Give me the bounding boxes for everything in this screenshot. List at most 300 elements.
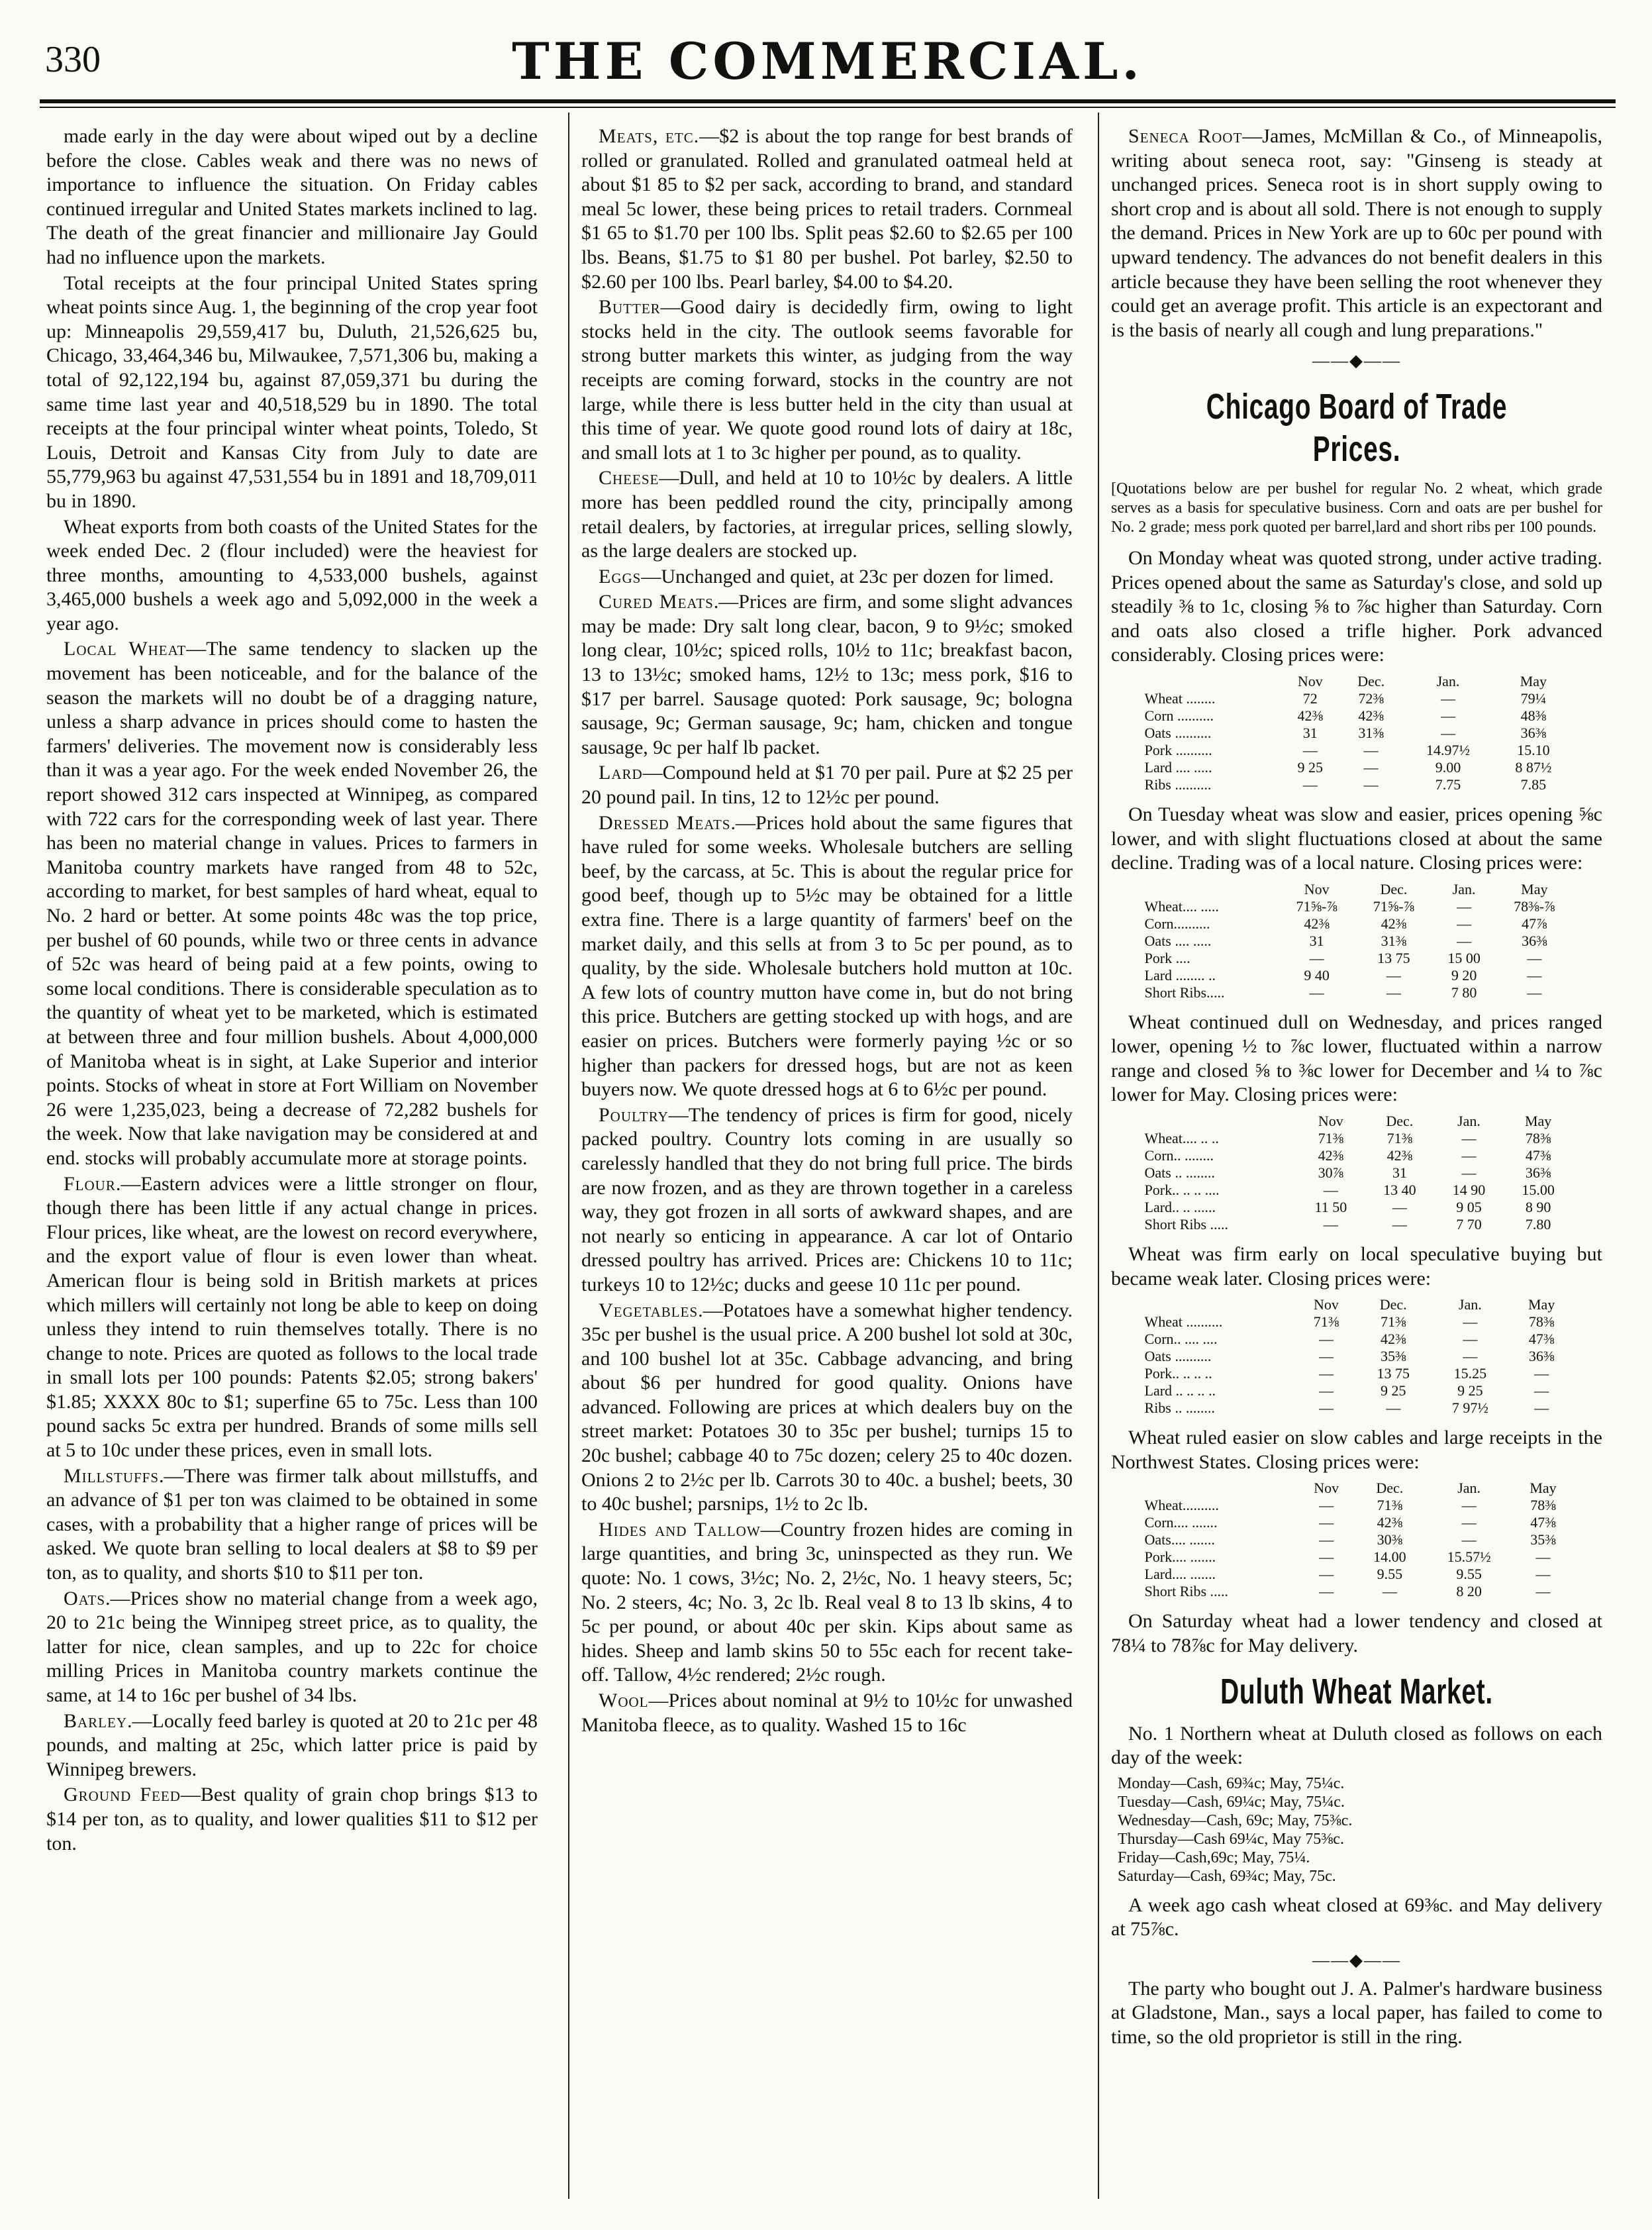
price-cell: — — [1463, 1348, 1478, 1365]
price-cell: 78⅜ — [1530, 1497, 1556, 1514]
commodity-cell: Short Ribs ..... — [1144, 1216, 1229, 1233]
price-cell: — — [1309, 984, 1324, 1001]
price-cell: — — [1382, 1583, 1397, 1600]
article-lead: Poultry — [599, 1103, 669, 1126]
article-text: Wheat exports from both coasts of the United States for the week ended Dec. 2 (flour included) were the heaviest for three months, amounting to 4,533,000 bushels, against 3,465,000 bushels a week ago and 5,092,000 in the week a year ago. — [46, 515, 538, 634]
article — [581, 1518, 1073, 1688]
price-cell: 9 25 — [1457, 1382, 1483, 1399]
commodity-cell: Lard ........ .. — [1144, 966, 1216, 984]
article-text: —$2 is about the top range for best brands of rolled or granulated. Rolled and granulated oatmeal held at about $1 85 to $2 per sack, according to brand, and standard meal 5c lower, these being prices to retail traders. Cornmeal $1 65 to $1.70 per 100 lbs. Split peas $2.60 to $2.65 per 100 lbs. Beans, $1.75 to $1 80 per bushel. Pot barley, $2.50 to $2.60 per 100 lbs. Pearl barley, $4.00 to $4.20. — [581, 125, 1073, 293]
price-cell: — — [1457, 932, 1472, 949]
table-row — [1141, 933, 1573, 950]
column-header: Nov — [1297, 672, 1323, 689]
thursday-prices-table — [1141, 1296, 1573, 1417]
price-cell: — — [1392, 1216, 1407, 1233]
tuesday-prices-table — [1141, 881, 1573, 1001]
price-cell: — — [1461, 1514, 1477, 1531]
price-cell: — — [1461, 1164, 1477, 1182]
commodity-cell: Oats.... ....... — [1144, 1531, 1215, 1548]
price-cell: 36⅜ — [1525, 1164, 1551, 1182]
price-cell: — — [1318, 1399, 1334, 1417]
price-cell: 36⅜ — [1528, 1348, 1555, 1365]
price-cell: 15.57½ — [1447, 1548, 1491, 1566]
duluth-day: Friday—Cash,69c; May, 75¼. — [1118, 1849, 1310, 1866]
commodity-cell: Oats .......... — [1144, 724, 1212, 741]
article-lead: Local Wheat — [64, 638, 187, 660]
commodity-cell: Lard .. .. .. .. — [1144, 1382, 1216, 1399]
price-cell: 14 90 — [1452, 1182, 1486, 1199]
duluth-intro: No. 1 Northern wheat at Duluth closed as follows on each day of the week: — [1111, 1722, 1602, 1769]
price-cell: 72 — [1302, 689, 1318, 707]
column-header: May — [1520, 672, 1547, 689]
price-cell: — — [1461, 1147, 1477, 1164]
price-cell: 71⅜ — [1318, 1130, 1344, 1147]
price-cell: 9 40 — [1304, 966, 1330, 984]
price-cell: 72⅜ — [1358, 689, 1384, 707]
article-lead: Barley — [64, 1709, 128, 1732]
price-cell: — — [1441, 689, 1456, 707]
article-text: .—Eastern advices were a little stronger on flour, though there has been little if any actual change in prices. Flour prices, like wheat, are the lowest on record everywhere, and the export value of flour is even lower than wheat. American flour is being sold in British markets at prices which millers will certainly not long be able to keep on doing unless they intend to ruin themselves totally. There is no change to note. Prices are quoted as follows to the local trade in small lots per 100 pounds: Patents $2.05; strong bakers' $1.85; XXXX 80c to $1; superfine 65 to 75c. Less than 100 pound sacks 5c extra per hundred. Brands of some mills sell at 5 to 10c under these prices, even in small lots. — [46, 1172, 538, 1462]
price-cell: — — [1461, 1497, 1477, 1514]
column-header: Jan. — [1436, 672, 1460, 689]
table-row — [1141, 1147, 1573, 1164]
commodity-cell: Oats .. ........ — [1144, 1164, 1215, 1182]
price-cell: 36⅜ — [1520, 724, 1547, 741]
article-lead: Vegetables — [599, 1299, 699, 1321]
article-text: .—Locally feed barley is quoted at 20 to 21c per 48 pounds, and malting at 25c, which latter price is paid by Winnipeg brewers. — [46, 1709, 538, 1780]
price-cell: 9 25 — [1297, 758, 1323, 776]
column-header: Jan. — [1452, 880, 1476, 897]
commodity-cell: Pork.. .. .. .. — [1144, 1365, 1212, 1382]
article-lead: Hides and Tallow — [599, 1518, 761, 1541]
price-cell: — — [1319, 1548, 1334, 1566]
article-text: .—Potatoes have a somewhat higher tendency. 35c per bushel is the usual price. A 200 bushel lot sold at 30c, and 100 bushel lot at 35c. Cabbage advancing, and bring about $6 per hundred for good quality. Onions have advanced. Following are prices at which dealers buy on the street market: Potatoes 30 to 35c per bushel; turnips 15 to 20c bushel; cabbage 40 to 75c dozen; celery 25 to 40c dozen. Onions 2 to 2½c per lb. Carrots 30 to 40c. a bushel; beets, 30 to 40c bushel; parsnips, 1½ to 2c lb. — [581, 1299, 1073, 1515]
price-cell: — — [1323, 1216, 1338, 1233]
wednesday-report: Wheat continued dull on Wednesday, and prices ranged lower, opening ½ to ⅞c lower, fluctuated within a narrow range and closed ⅝ to ⅜c lower for December and ¼ to ⅞c lower for May. Closing prices were: — [1111, 1011, 1602, 1106]
article-lead: Flour — [64, 1172, 116, 1195]
price-cell: — — [1318, 1365, 1334, 1382]
saturday-report: On Saturday wheat had a lower tendency and closed at 78¼ to 78⅞c for May delivery. — [1111, 1610, 1602, 1657]
table-row — [1141, 1331, 1573, 1348]
article — [581, 811, 1073, 1102]
article-lead: Wool — [599, 1690, 649, 1711]
price-cell: — — [1386, 1399, 1401, 1417]
article-text: —The same tendency to slacken up the movement has been noticeable, and for the balance of the season the markets will no doubt be of a dragging nature, unless a sharp advance in prices should come to hasten the farmers' deliveries. The movement now is considerably less than it was a year ago. For the week ended November 26, the report showed 312 cars inspected at Winnipeg, as compared with 722 cars for the corresponding week of last year. There has been no material change in values. Prices to farmers in Manitoba country markets have ranged from 48 to 52c, according to market, for best samples of hard wheat, equal to No. 2 hard or better. At some points 48c was the top price, per bushel of 60 pounds, while two or three cents in advance of 52c was heard of being paid at a few points, owing to some local conditions. There is considerable speculation as to the quantity of wheat yet to be marketed, which is estimated at between three and four million bushels. About 4,000,000 of Manitoba wheat is in sight, at Lake Superior and interior points. Stocks of wheat in store at Fort William on November 26 were 1,235,023, being a decrease of 72,282 bushels for the week. Now that lake navigation may be considered at and end. stocks will probably accumulate more at storage points. — [46, 638, 538, 1169]
table-header-row — [1141, 673, 1573, 690]
price-cell: 47⅜ — [1528, 1331, 1555, 1348]
price-cell: 31⅜ — [1358, 724, 1384, 741]
price-cell: 14.00 — [1373, 1548, 1406, 1566]
duluth-title: Duluth Wheat Market. — [1220, 1671, 1493, 1711]
article — [581, 125, 1073, 294]
price-cell: 7.80 — [1525, 1216, 1551, 1233]
column-header: May — [1521, 880, 1548, 897]
article-text: —Good dairy is decidedly firm, owing to light stocks held in the city. The outlook seems favorable for strong butter markets this winter, as judging from the way receipts are coming forward, stocks in the country are not large, while there is less butter held in the city than usual at this time of year. We quote good round lots of dairy at 18c, and small lots at 1 to 3c higher per pound, as to quality. — [581, 296, 1073, 464]
price-cell: — — [1302, 776, 1318, 793]
article — [46, 1464, 538, 1586]
column-header — [1141, 1480, 1298, 1497]
article-lead: Millstuffs — [64, 1464, 160, 1487]
price-cell: — — [1534, 1399, 1549, 1417]
column-3 — [1111, 125, 1602, 2051]
duluth-day: Saturday—Cash, 69¾c; May, 75c. — [1118, 1867, 1336, 1885]
duluth-day: Monday—Cash, 69¾c; May, 75¼c. — [1118, 1774, 1345, 1792]
price-cell: 7 97½ — [1451, 1399, 1488, 1417]
price-cell: — — [1457, 915, 1472, 932]
commodity-cell: Corn.... ....... — [1144, 1514, 1218, 1531]
article-text: —Prices about nominal at 9½ to 10½c for unwashed Manitoba fleece, as to quality. Washed 15 to 16c — [581, 1690, 1073, 1736]
table-row — [1141, 898, 1573, 915]
commodity-cell: Pork.... ....... — [1144, 1548, 1216, 1566]
table-row — [1141, 1548, 1573, 1566]
price-cell: 15.25 — [1453, 1365, 1487, 1382]
commodity-cell: Oats .... ..... — [1144, 932, 1212, 949]
price-cell: — — [1535, 1566, 1551, 1583]
table-row — [1141, 690, 1573, 707]
column-header: Jan. — [1457, 1113, 1481, 1130]
column-header: May — [1524, 1113, 1552, 1130]
article-text: .—Prices are firm, and some slight advances may be made: Dry salt long clear, bacon, 9 to 9½c; smoked long clear, 10½c; spiced rolls, 10½ to 11c; breakfast bacon, 13 to 13½c; smoked hams, 12½ to 13c; mess pork, $16 to $17 per barrel. Sausage quoted: Pork sausage, 9c; bologna sausage, 9c; German sausage, 9c; ham, chicken and tongue sausage, 9c per half lb packet. — [581, 591, 1073, 758]
commodity-cell: Wheat .......... — [1144, 1313, 1223, 1331]
table-row — [1141, 1566, 1573, 1583]
price-cell: — — [1363, 776, 1379, 793]
article-text: —James, McMillan & Co., of Minneapolis, writing about seneca root, say: "Ginseng is steady at unchanged prices. Seneca root is in short supply owing to short crop and is about all sold. There is not enough to supply the demand. Prices in New York are up to 60c per pound with upward tendency. The advances do not benefit dealers in this article because they have been selling the root whenever they could get an average profit. This article is an expectorant and is the basis of nearly all cough and lung preparations." — [1111, 125, 1602, 341]
article-lead: Oats — [64, 1587, 106, 1609]
commodity-cell: Corn.. ........ — [1144, 1147, 1214, 1164]
article — [46, 637, 538, 1170]
table-row — [1141, 776, 1573, 793]
price-cell: — — [1319, 1514, 1334, 1531]
price-cell: 9 25 — [1380, 1382, 1406, 1399]
table-header-row — [1141, 1113, 1573, 1130]
column-header: Dec. — [1376, 1480, 1404, 1497]
price-cell: — — [1309, 949, 1324, 966]
price-cell: 42⅜ — [1297, 707, 1323, 724]
price-cell: 78⅜-⅞ — [1514, 897, 1555, 915]
commodity-cell: Pork.. .. .. .... — [1144, 1182, 1220, 1199]
column-header: May — [1530, 1480, 1557, 1497]
price-cell: — — [1319, 1583, 1334, 1600]
page-number: 330 — [45, 39, 101, 80]
table-row — [1141, 1531, 1573, 1548]
table-row — [1141, 1182, 1573, 1199]
price-cell: 71⅜ — [1380, 1313, 1406, 1331]
column-header: Jan. — [1457, 1480, 1481, 1497]
article-lead: Ground Feed — [64, 1784, 181, 1806]
duluth-day: Wednesday—Cash, 69c; May, 75⅜c. — [1118, 1811, 1353, 1829]
article — [46, 1172, 538, 1463]
price-cell: — — [1363, 758, 1379, 776]
price-cell: 15.00 — [1522, 1182, 1555, 1199]
commodity-cell: Pork .......... — [1144, 741, 1212, 758]
price-cell: 9.55 — [1456, 1566, 1482, 1583]
price-cell: 11 50 — [1314, 1199, 1347, 1216]
column-1 — [46, 125, 538, 1857]
commodity-cell: Short Ribs..... — [1144, 984, 1225, 1001]
price-cell: 71⅝-⅞ — [1296, 897, 1337, 915]
article — [581, 1299, 1073, 1517]
price-cell: — — [1461, 1130, 1477, 1147]
commodity-cell: Oats .......... — [1144, 1348, 1212, 1365]
price-cell: 31⅜ — [1381, 932, 1407, 949]
article-lead: Cheese — [599, 467, 659, 489]
price-cell: 42⅜ — [1318, 1147, 1344, 1164]
article-seneca-root — [1111, 125, 1602, 342]
article-lead: Seneca Root — [1128, 125, 1243, 147]
price-cell: 30⅜ — [1377, 1531, 1403, 1548]
table-row — [1141, 915, 1573, 933]
price-cell: 42⅜ — [1381, 915, 1407, 932]
commodity-cell: Lard.. .. ...... — [1144, 1199, 1216, 1216]
price-cell: — — [1323, 1182, 1338, 1199]
duluth-day: Tuesday—Cash, 69¼c; May, 75¼c. — [1118, 1793, 1345, 1811]
friday-prices-table — [1141, 1480, 1573, 1600]
column-header: Dec. — [1357, 672, 1385, 689]
divider-ornament: ——◆—— — [1312, 351, 1401, 371]
table-row — [1141, 1365, 1573, 1382]
article — [581, 565, 1073, 589]
article — [46, 1783, 538, 1856]
commodity-cell: Lard.... ....... — [1144, 1566, 1216, 1583]
price-cell: — — [1527, 966, 1542, 984]
price-cell: 8 90 — [1525, 1199, 1551, 1216]
price-cell: — — [1318, 1331, 1334, 1348]
column-header: May — [1528, 1296, 1555, 1313]
table-row — [1141, 1348, 1573, 1365]
table-row — [1141, 725, 1573, 742]
price-cell: — — [1534, 1365, 1549, 1382]
price-cell: 13 75 — [1377, 1365, 1410, 1382]
table-row — [1141, 1514, 1573, 1531]
column-header: Nov — [1314, 1296, 1339, 1313]
duluth-close: A week ago cash wheat closed at 69⅜c. and May delivery at 75⅞c. — [1111, 1894, 1602, 1941]
article-lead: Meats, etc. — [599, 125, 700, 147]
table-row — [1141, 1382, 1573, 1399]
price-cell: — — [1463, 1331, 1478, 1348]
commodity-cell: Wheat.... .. .. — [1144, 1130, 1219, 1147]
price-cell: 35⅜ — [1530, 1531, 1556, 1548]
price-cell: — — [1363, 741, 1379, 758]
price-cell: 13 75 — [1377, 949, 1410, 966]
price-cell: 42⅜ — [1380, 1331, 1406, 1348]
table-row — [1141, 742, 1573, 759]
price-cell: 30⅞ — [1318, 1164, 1344, 1182]
thursday-report: Wheat was firm early on local speculative buying but became weak later. Closing prices were: — [1111, 1243, 1602, 1290]
price-cell: — — [1527, 949, 1542, 966]
article-lead: Butter — [599, 296, 661, 319]
price-cell: 79¼ — [1520, 689, 1547, 707]
price-cell: 47⅞ — [1522, 915, 1547, 932]
price-cell: 36⅜ — [1522, 932, 1547, 949]
price-cell: 42⅜ — [1304, 915, 1330, 932]
table-row — [1141, 967, 1573, 984]
commodity-cell: Wheat.......... — [1144, 1497, 1219, 1514]
article — [46, 1587, 538, 1708]
article-text: —Dull, and held at 10 to 10½c by dealers. A little more has been peddled round the city, principally among retail dealers, by factories, at irregular prices, selling slowly, as the large dealers are stocked up. — [581, 467, 1073, 562]
table-row — [1141, 984, 1573, 1001]
column-header — [1141, 673, 1281, 690]
article-text: .—There was firmer talk about millstuffs, and an advance of $1 per ton was claimed to be obtained in some cases, with a probability that a higher range of prices will be asked. We quote bran selling to local dealers at $8 to $9 per ton, as to quality, and shorts $10 to $11 per ton. — [46, 1464, 538, 1584]
column-header — [1141, 1113, 1297, 1130]
commodity-cell: Short Ribs ..... — [1144, 1583, 1229, 1600]
commodity-cell: Corn.......... — [1144, 915, 1210, 932]
tuesday-report: On Tuesday wheat was slow and easier, prices opening ⅝c lower, and with slight fluctuations closed at about the same decline. Trading was of a local nature. Closing prices were: — [1111, 803, 1602, 874]
article — [46, 272, 538, 514]
column-header — [1141, 1296, 1296, 1313]
table-row — [1141, 759, 1573, 776]
price-cell: 47⅜ — [1530, 1514, 1556, 1531]
price-cell: 42⅜ — [1358, 707, 1384, 724]
price-cell: 42⅜ — [1377, 1514, 1403, 1531]
price-cell: 7 80 — [1451, 984, 1477, 1001]
table-row — [1141, 1583, 1573, 1600]
board-note: [Quotations below are per bushel for regular No. 2 wheat, which grade serves as a basis for speculative business. Corn and oats are per bushel for No. 2 grade; mess pork quoted per barrel,lard and short ribs per 100 pounds. — [1111, 480, 1602, 536]
price-cell: 71⅜ — [1377, 1497, 1403, 1514]
article-text: .—Prices show no material change from a week ago, 20 to 21c being the Winnipeg street price, as to quality, the latter for nice, clean samples, and up to 22c for choice milling Prices in Manitoba country markets continue the same, at 14 to 16c per bushel of 34 lbs. — [46, 1587, 538, 1706]
price-cell: 7.85 — [1520, 776, 1547, 793]
price-cell: 7.75 — [1435, 776, 1461, 793]
header-rule — [40, 99, 1616, 108]
table-row — [1141, 1130, 1573, 1147]
duluth-day: Thursday—Cash 69¼c, May 75⅜c. — [1118, 1830, 1344, 1848]
commodity-cell: Wheat ........ — [1144, 689, 1216, 707]
price-cell: 42⅜ — [1386, 1147, 1413, 1164]
table-header-row — [1141, 881, 1573, 898]
table-row — [1141, 1199, 1573, 1216]
commodity-cell: Corn .......... — [1144, 707, 1214, 724]
article — [46, 515, 538, 636]
price-cell: 14.97½ — [1426, 741, 1471, 758]
masthead-title: THE COMMERCIAL. — [512, 32, 1143, 91]
article-palmer: The party who bought out J. A. Palmer's hardware business at Gladstone, Man., says a local paper, has failed to come to time, so the old proprietor is still in the ring. — [1111, 1977, 1602, 2048]
price-cell: — — [1386, 966, 1401, 984]
price-cell: 15 00 — [1447, 949, 1481, 966]
column-divider — [1098, 113, 1099, 2199]
article — [581, 590, 1073, 760]
commodity-cell: Ribs .......... — [1144, 776, 1212, 793]
article — [581, 1103, 1073, 1297]
price-cell: 9 20 — [1451, 966, 1477, 984]
article-text: Total receipts at the four principal United States spring wheat points since Aug. 1, the beginning of the crop year foot up: Minneapolis 29,559,417 bu, Duluth, 21,526,625 bu, Chicago, 33,464,346 bu, Milwaukee, 7,571,306 bu, making a total of 92,122,194 bu, against 87,059,371 bu during the same time last year and 40,518,529 bu in 1890. The total receipts at the four principal winter wheat points, Toledo, St Louis, Detroit and Kansas City from July to date are 55,779,963 bu against 47,531,554 bu in 1891 and 18,709,011 bu in 1890. — [46, 272, 538, 512]
price-cell: 9.55 — [1377, 1566, 1403, 1583]
price-cell: 78⅜ — [1528, 1313, 1555, 1331]
price-cell: 78⅜ — [1525, 1130, 1551, 1147]
price-cell: 71⅜ — [1386, 1130, 1413, 1147]
column-2 — [581, 125, 1073, 1739]
friday-report: Wheat ruled easier on slow cables and large receipts in the Northwest States. Closing prices were: — [1111, 1427, 1602, 1473]
board-of-trade-title: Chicago Board of Trade Prices. — [1206, 386, 1508, 469]
table-row — [1141, 707, 1573, 725]
monday-prices-table — [1141, 673, 1573, 793]
price-cell: 9 05 — [1456, 1199, 1482, 1216]
article — [581, 295, 1073, 465]
price-cell: — — [1535, 1548, 1551, 1566]
price-cell: 9.00 — [1435, 758, 1461, 776]
article-text: —The tendency of prices is firm for good, nicely packed poultry. Country lots coming in are usually so carelessly handled that they do not bring full price. The birds are now frozen, and as they are thrown together in a careless way, they got frozen in all sorts of awkward shapes, and are not nearly so enticing in appearance. A car lot of Ontario dressed poultry has arrived. Prices are: Chickens 10 to 11c; turkeys 10 to 12½c; ducks and geese 10 11c per pound. — [581, 1103, 1073, 1295]
column-header — [1141, 881, 1279, 898]
article — [581, 761, 1073, 809]
price-cell: 7 70 — [1456, 1216, 1482, 1233]
price-cell: — — [1386, 984, 1401, 1001]
column-header: Jan. — [1458, 1296, 1482, 1313]
price-cell: 31 — [1302, 724, 1318, 741]
article-lead: Lard — [599, 762, 643, 784]
price-cell: — — [1392, 1199, 1407, 1216]
commodity-cell: Corn.. .... .... — [1144, 1331, 1218, 1348]
price-cell: 13 40 — [1383, 1182, 1416, 1199]
table-row — [1141, 1216, 1573, 1233]
price-cell: — — [1457, 897, 1472, 915]
price-cell: 15.10 — [1517, 741, 1550, 758]
price-cell: 31 — [1309, 932, 1324, 949]
article-text: made early in the day were about wiped out by a decline before the close. Cables weak and there was no news of importance to influence the situation. On Friday cables continued irregular and United States markets inclined to lag. The death of the great financier and millionaire Jay Gould had no influence upon the markets. — [46, 125, 538, 268]
price-cell: — — [1318, 1348, 1334, 1365]
price-cell: — — [1319, 1566, 1334, 1583]
price-cell: — — [1441, 724, 1456, 741]
commodity-cell: Wheat.... ..... — [1144, 897, 1219, 915]
article — [581, 466, 1073, 563]
article-text: —Compound held at $1 70 per pail. Pure at $2 25 per 20 pound pail. In tins, 12 to 12½c per pound. — [581, 762, 1073, 809]
commodity-cell: Ribs .. ........ — [1144, 1399, 1215, 1417]
table-row — [1141, 1164, 1573, 1182]
price-cell: — — [1302, 741, 1318, 758]
price-cell: — — [1463, 1313, 1478, 1331]
price-cell: — — [1319, 1497, 1334, 1514]
article — [581, 1689, 1073, 1737]
table-row — [1141, 1313, 1573, 1331]
price-cell: — — [1461, 1531, 1477, 1548]
article-text: —Unchanged and quiet, at 23c per dozen for limed. — [641, 565, 1054, 587]
price-cell: — — [1319, 1531, 1334, 1548]
page-header — [40, 26, 1616, 99]
article-lead: Dressed Meats — [599, 811, 731, 834]
price-cell: 71⅝-⅞ — [1373, 897, 1415, 915]
price-cell: 48⅜ — [1520, 707, 1547, 724]
article — [46, 125, 538, 270]
price-cell: 47⅜ — [1525, 1147, 1551, 1164]
price-cell: — — [1535, 1583, 1551, 1600]
table-row — [1141, 1399, 1573, 1417]
table-header-row — [1141, 1480, 1573, 1497]
price-cell: — — [1318, 1382, 1334, 1399]
article-text: .—Prices hold about the same figures that have ruled for some weeks. Wholesale butchers are selling beef, by the carcass, at 5c. This is about the regular price for good beef, though up to 5½c may be obtained for a little extra fine. There is a large quantity of farmers' beef on the market daily, and this sells at from 3 to 5c per pound, as to quality, by the side. Wholesale butchers hold mutton at 10c. A few lots of country mutton have come in, but do not bring this price. Butchers are getting stocked up with hogs, and are easier on prices. Butchers were formerly paying ½c or so higher than packers for dressed hogs, but are not as keen buyers now. We quote dressed hogs at 6 to 6½c per pound. — [581, 811, 1073, 1101]
column-header: Nov — [1314, 1480, 1339, 1497]
price-cell: 35⅜ — [1380, 1348, 1406, 1365]
price-cell: 8 87½ — [1515, 758, 1552, 776]
price-cell: 31 — [1392, 1164, 1407, 1182]
article-text: —Country frozen hides are coming in large quantities, and bring 3c, uninspected as they run. We quote: No. 1 cows, 3½c; No. 2, 2½c, No. 1 heavy steers, 5c; No. 2 steers, 4c; No. 3, 2c lb. Real veal 8 to 13 lb skins, 4 to 5c per pound, or about 40c per skin. Kips about same as hides. Sheep and lamb skins 50 to 55c each for recent take-off. Tallow, 4½c rendered; 2½c rough. — [581, 1518, 1073, 1686]
commodity-cell: Lard .... ..... — [1144, 758, 1212, 776]
price-cell: 71⅜ — [1313, 1313, 1339, 1331]
price-cell: — — [1527, 984, 1542, 1001]
commodity-cell: Pork .... — [1144, 949, 1190, 966]
column-header: Nov — [1318, 1113, 1343, 1130]
table-header-row — [1141, 1296, 1573, 1313]
divider-ornament: ——◆—— — [1312, 1951, 1401, 1970]
wednesday-prices-table — [1141, 1113, 1573, 1233]
price-cell: — — [1441, 707, 1456, 724]
column-header: Dec. — [1379, 1296, 1407, 1313]
column-header: Nov — [1304, 880, 1330, 897]
article-lead: Cured Meats — [599, 591, 714, 613]
article — [46, 1709, 538, 1782]
article-text: —Best quality of grain chop brings $13 to $14 per ton, as to quality, and lower qualities $11 to $12 per ton. — [46, 1784, 538, 1854]
column-divider — [568, 113, 569, 2199]
price-cell: 8 20 — [1456, 1583, 1482, 1600]
table-row — [1141, 950, 1573, 967]
table-row — [1141, 1497, 1573, 1514]
column-header: Dec. — [1380, 880, 1408, 897]
